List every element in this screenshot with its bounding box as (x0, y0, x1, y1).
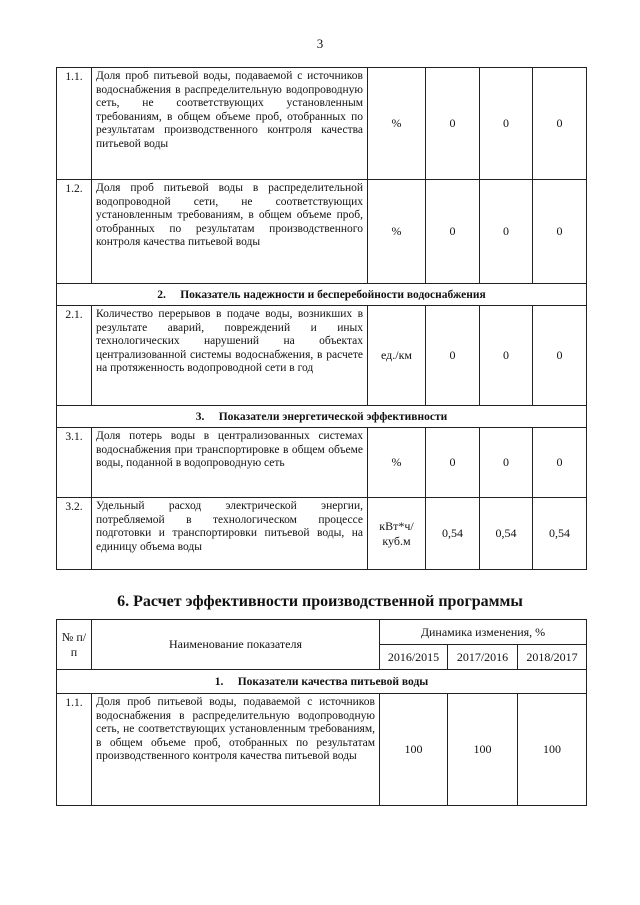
section-title: 2. Показатель надежности и бесперебойности водоснабжения (57, 284, 587, 306)
table-row (57, 498, 587, 570)
value: 100 (448, 694, 518, 806)
value: 0,54 (426, 498, 480, 570)
value: 100 (518, 694, 587, 806)
section-title: 3. Показатели энергетической эффективности (57, 406, 587, 428)
section-heading: 6. Расчет эффективности производственной программы (117, 593, 523, 610)
indicator-name: Доля потерь воды в централизованных системах водоснабжения при транспортировке в общем объеме воды, поданной в водопроводную сеть (92, 428, 368, 498)
row-number: 2.1. (57, 306, 92, 406)
section-title: 1. Показатели качества питьевой воды (57, 670, 587, 694)
section-row (57, 406, 587, 428)
value: 0 (480, 180, 533, 284)
column-header-year: 2017/2016 (448, 645, 518, 670)
value: 0 (533, 428, 587, 498)
page-number: 3 (316, 36, 324, 51)
value: 100 (380, 694, 448, 806)
header-row (57, 620, 587, 645)
row-number: 3.1. (57, 428, 92, 498)
value: 0 (480, 428, 533, 498)
column-header-name: Наименование показателя (92, 620, 380, 670)
indicators-table (56, 67, 587, 570)
row-number: 3.2. (57, 498, 92, 570)
indicator-name: Доля проб питьевой воды, подаваемой с источников водоснабжения в распределительную водопроводную сеть, не соответствующих установленным требованиям, в общем объеме проб, отобранных по результатам производственного контроля качества питьевой воды (92, 694, 380, 806)
table-row (57, 306, 587, 406)
column-header-number: № п/п (57, 620, 92, 670)
unit: % (368, 428, 426, 498)
column-header-dynamics: Динамика изменения, % (380, 620, 587, 645)
table-row (57, 180, 587, 284)
unit: % (368, 180, 426, 284)
value: 0 (480, 306, 533, 406)
efficiency-table (56, 619, 587, 806)
section-row (57, 670, 587, 694)
value: 0 (533, 180, 587, 284)
value: 0 (533, 68, 587, 180)
value: 0,54 (533, 498, 587, 570)
value: 0 (533, 306, 587, 406)
unit: ед./км (368, 306, 426, 406)
value: 0 (426, 428, 480, 498)
table-row (57, 694, 587, 806)
value: 0 (480, 68, 533, 180)
table-row (57, 428, 587, 498)
row-number: 1.2. (57, 180, 92, 284)
table-row (57, 68, 587, 180)
indicator-name: Доля проб питьевой воды в распределительной водопроводной сети, не соответствующих установленным требованиям, в общем объеме проб, отобранных по результатам производственного контроля качества питьевой воды (92, 180, 368, 284)
value: 0 (426, 180, 480, 284)
section-row (57, 284, 587, 306)
indicator-name: Доля проб питьевой воды, подаваемой с источников водоснабжения в распределительную водопроводную сеть, не соответствующих установленным требованиям, в общем объеме проб, отобранных по результатам производственного контроля качества питьевой воды (92, 68, 368, 180)
row-number: 1.1. (57, 694, 92, 806)
value: 0 (426, 306, 480, 406)
column-header-year: 2016/2015 (380, 645, 448, 670)
unit: % (368, 68, 426, 180)
value: 0 (426, 68, 480, 180)
unit: кВт*ч/ куб.м (368, 498, 426, 570)
indicator-name: Удельный расход электрической энергии, потребляемой в технологическом процессе подготовки и транспортировки питьевой воды, на единицу объема воды (92, 498, 368, 570)
indicator-name: Количество перерывов в подаче воды, возникших в результате аварий, повреждений и иных технологических нарушений на объектах централизованной системы водоснабжения, в расчете на протяженность водопроводной сети в год (92, 306, 368, 406)
row-number: 1.1. (57, 68, 92, 180)
value: 0,54 (480, 498, 533, 570)
column-header-year: 2018/2017 (518, 645, 587, 670)
